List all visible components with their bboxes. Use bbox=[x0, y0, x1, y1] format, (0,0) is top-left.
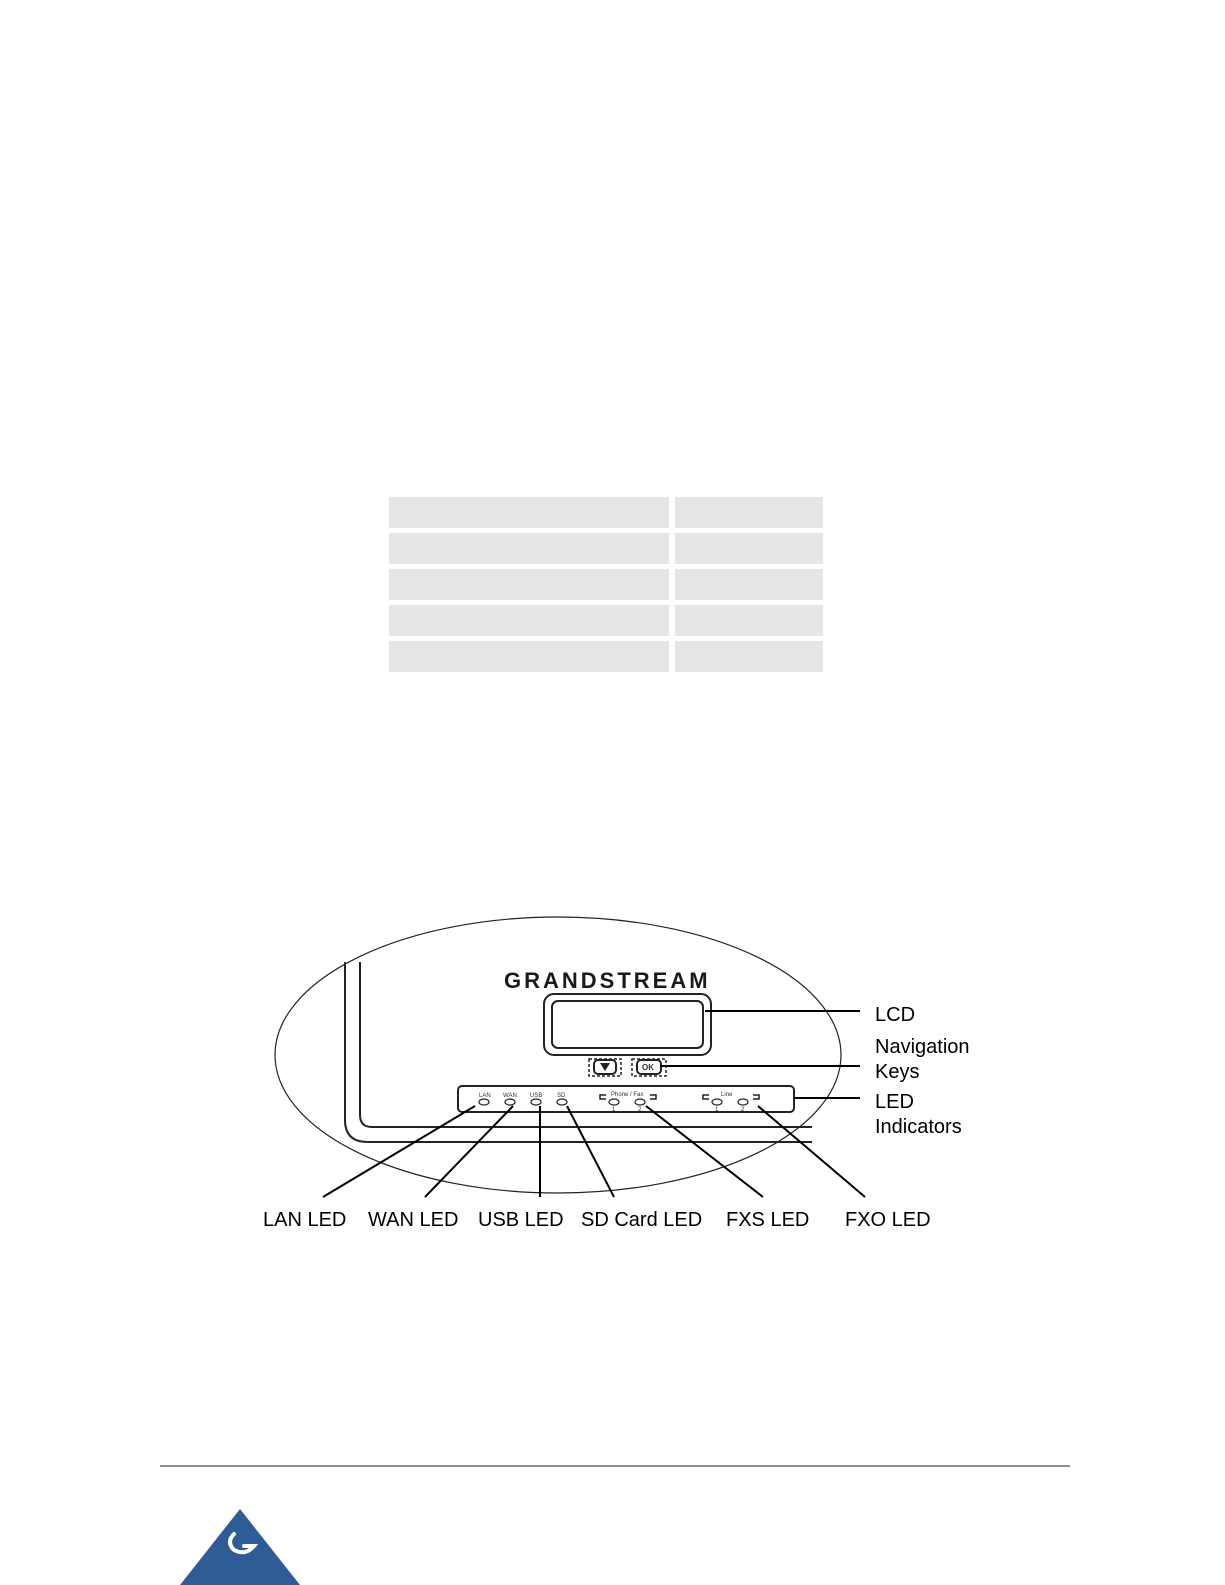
usb-led-callout: USB LED bbox=[478, 1209, 564, 1231]
lcd-screen bbox=[552, 1001, 703, 1048]
led-label-usb: USB bbox=[530, 1093, 543, 1099]
led-label-wan: WAN bbox=[503, 1093, 517, 1099]
fxs-led-callout: FXS LED bbox=[726, 1209, 810, 1231]
down-arrow-icon bbox=[600, 1063, 610, 1071]
fxo-port-2: 2 bbox=[741, 1107, 745, 1113]
nav-callout-line2: Keys bbox=[875, 1061, 920, 1083]
led-label-lan: LAN bbox=[479, 1093, 491, 1099]
fxs1-led-light bbox=[609, 1099, 619, 1105]
nav-callout-line1: Navigation bbox=[875, 1036, 970, 1058]
lan-led-light bbox=[479, 1099, 489, 1105]
nav-ok-key bbox=[632, 1059, 666, 1076]
phone-fax-label: Phone / Fax bbox=[611, 1092, 644, 1098]
line-label: Line bbox=[721, 1092, 733, 1098]
usb-led-light bbox=[531, 1099, 541, 1105]
grandstream-logo-icon bbox=[180, 1509, 300, 1585]
fxo2-led-light bbox=[738, 1099, 748, 1105]
sd-led-light bbox=[557, 1099, 567, 1105]
fxo-led-leader bbox=[758, 1106, 865, 1197]
fxo-led-callout: FXO LED bbox=[845, 1209, 931, 1231]
led-callout-line1: LED bbox=[875, 1091, 914, 1113]
fxs-port-2: 2 bbox=[638, 1107, 642, 1113]
brand-logo-text: GRANDSTREAM bbox=[504, 968, 711, 993]
led-callout-line2: Indicators bbox=[875, 1116, 962, 1138]
fxo1-led-light bbox=[712, 1099, 722, 1105]
nav-down-key bbox=[589, 1059, 621, 1076]
sd-led-leader bbox=[567, 1106, 614, 1197]
sd-led-callout: SD Card LED bbox=[581, 1209, 703, 1231]
lcd-bezel bbox=[544, 994, 711, 1055]
fxs-port-1: 1 bbox=[612, 1107, 616, 1113]
wan-led-light bbox=[505, 1099, 515, 1105]
led-label-sd: SD bbox=[557, 1093, 566, 1099]
lan-led-callout: LAN LED bbox=[263, 1209, 347, 1231]
wan-led-callout: WAN LED bbox=[368, 1209, 459, 1231]
wan-led-leader bbox=[425, 1106, 513, 1197]
fxo-port-1: 1 bbox=[715, 1107, 719, 1113]
fxs2-led-light bbox=[635, 1099, 645, 1105]
lcd-callout: LCD bbox=[875, 1004, 916, 1026]
footer-rule bbox=[160, 1465, 1070, 1467]
ok-key-label: OK bbox=[642, 1063, 654, 1072]
